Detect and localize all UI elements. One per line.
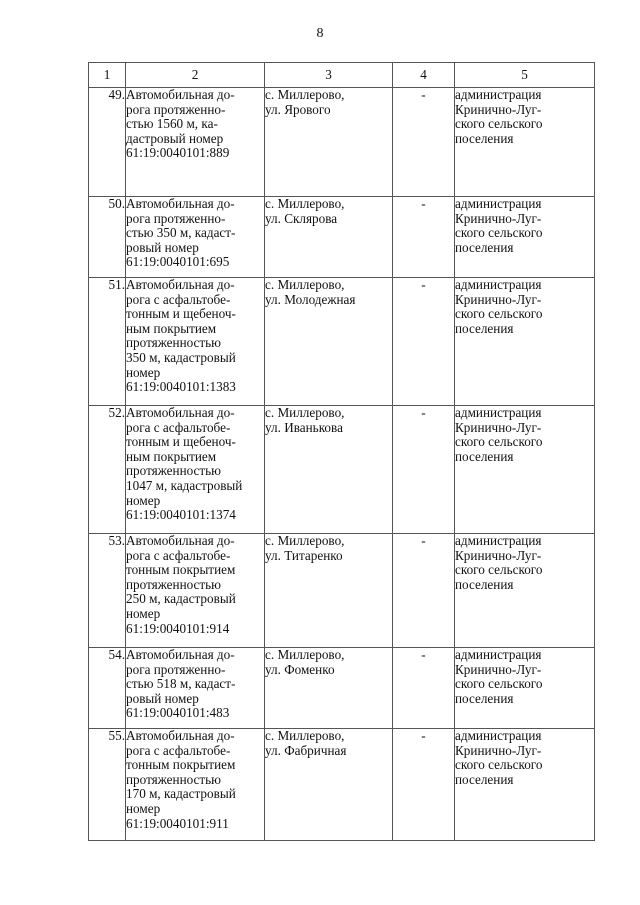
road-description: Автомобильная до- рога с асфальтобе- тонным покрытием протяженностью 170 м, кадастровый номер 61:19:0040101:911 [126, 729, 265, 841]
column-4-value: - [393, 406, 455, 534]
owner-name: администрация Кринично-Луг- ского сельского поселения [455, 197, 595, 278]
column-4-value: - [393, 729, 455, 841]
row-number: 52. [89, 406, 126, 534]
column-header-2: 2 [126, 63, 265, 88]
table-row [89, 406, 595, 534]
road-description: Автомобильная до- рога протяженно- стью 1560 м, ка- дастровый номер 61:19:0040101:889 [126, 88, 265, 197]
owner-name: администрация Кринично-Луг- ского сельского поселения [455, 648, 595, 729]
page-number: 8 [316, 26, 324, 41]
column-4-value: - [393, 534, 455, 648]
road-address: с. Миллерово, ул. Иванькова [265, 406, 393, 534]
road-address: с. Миллерово, ул. Ярового [265, 88, 393, 197]
row-number: 54. [89, 648, 126, 729]
column-header-1: 1 [89, 63, 126, 88]
column-4-value: - [393, 88, 455, 197]
road-address: с. Миллерово, ул. Склярова [265, 197, 393, 278]
row-number: 55. [89, 729, 126, 841]
road-description: Автомобильная до- рога с асфальтобе- тонным и щебеноч- ным покрытием протяженностью 1047 м, кадастровый номер 61:19:0040101:1374 [126, 406, 265, 534]
table-row [89, 278, 595, 406]
column-4-value: - [393, 648, 455, 729]
row-number: 51. [89, 278, 126, 406]
table-header [89, 63, 595, 88]
table-row [89, 88, 595, 197]
road-description: Автомобильная до- рога с асфальтобе- тонным покрытием протяженностью 250 м, кадастровый номер 61:19:0040101:914 [126, 534, 265, 648]
road-address: с. Миллерово, ул. Титаренко [265, 534, 393, 648]
road-description: Автомобильная до- рога с асфальтобе- тонным и щебеноч- ным покрытием протяженностью 350 м, кадастровый номер 61:19:0040101:1383 [126, 278, 265, 406]
road-address: с. Миллерово, ул. Фабричная [265, 729, 393, 841]
owner-name: администрация Кринично-Луг- ского сельского поселения [455, 278, 595, 406]
column-4-value: - [393, 197, 455, 278]
table-row [89, 729, 595, 841]
road-description: Автомобильная до- рога протяженно- стью 350 м, кадаст- ровый номер 61:19:0040101:695 [126, 197, 265, 278]
row-number: 49. [89, 88, 126, 197]
column-header-5: 5 [455, 63, 595, 88]
column-header-3: 3 [265, 63, 393, 88]
owner-name: администрация Кринично-Луг- ского сельского поселения [455, 729, 595, 841]
table-row [89, 197, 595, 278]
column-header-4: 4 [393, 63, 455, 88]
road-registry-table [88, 62, 595, 841]
table-row [89, 534, 595, 648]
owner-name: администрация Кринично-Луг- ского сельского поселения [455, 534, 595, 648]
road-address: с. Миллерово, ул. Фоменко [265, 648, 393, 729]
owner-name: администрация Кринично-Луг- ского сельского поселения [455, 406, 595, 534]
table-row [89, 648, 595, 729]
header-row [89, 63, 595, 88]
owner-name: администрация Кринично-Луг- ского сельского поселения [455, 88, 595, 197]
table-body [89, 88, 595, 841]
column-4-value: - [393, 278, 455, 406]
road-address: с. Миллерово, ул. Молодежная [265, 278, 393, 406]
row-number: 50. [89, 197, 126, 278]
road-description: Автомобильная до- рога протяженно- стью 518 м, кадаст- ровый номер 61:19:0040101:483 [126, 648, 265, 729]
row-number: 53. [89, 534, 126, 648]
